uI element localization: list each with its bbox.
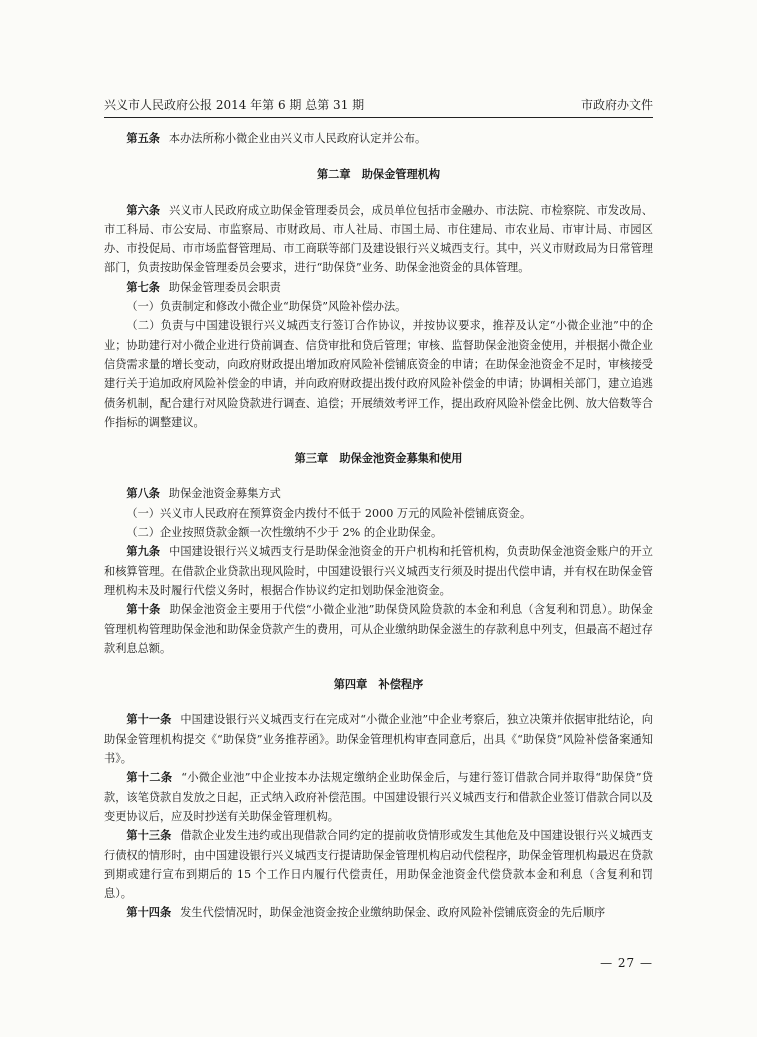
publication-info: 兴义市人民政府公报 2014 年第 6 期 总第 31 期 <box>104 98 365 112</box>
article-text: （二）企业按照贷款金额一次性缴纳不少于 2% 的企业助保金。 <box>126 526 443 540</box>
article-text: 助保金池资金募集方式 <box>168 487 281 501</box>
article-paragraph <box>104 129 653 148</box>
chapter-heading <box>104 165 653 184</box>
page-header <box>104 96 653 113</box>
article-text: 借款企业发生违约或出现借款合同约定的提前收贷情形或发生其他危及中国建设银行兴义城西支行债权的情形时，由中国建设银行兴义城西支行提请助保金管理机构启动代偿程序，助保金管理机构最迟在贷款到期或建行宣布到期后的 15 个工作日内履行代偿责任，用助保金池资金代偿贷款本金和利息（含复利和罚息）。 <box>104 829 653 901</box>
article-paragraph <box>104 768 653 826</box>
article-paragraph <box>104 710 653 768</box>
header-divider <box>104 117 653 118</box>
page-number: — 27 — <box>600 956 653 970</box>
chapter-heading <box>104 449 653 468</box>
chapter-title: 助保金池资金募集和使用 <box>339 452 463 466</box>
chapter-number: 第三章 <box>294 452 329 466</box>
article-text: 助保金池资金主要用于代偿“小微企业池”助保贷风险贷款的本金和利息（含复利和罚息）。助保金管理机构管理助保金池和助保金贷款产生的费用，可从企业缴纳助保金滋生的存款利息中列支，但最高不超过存款利息总额。 <box>104 603 653 655</box>
section-label: 市政府办文件 <box>580 98 653 112</box>
article-text: 兴义市人民政府成立助保金管理委员会，成员单位包括市金融办、市法院、市检察院、市发改局、市工科局、市公安局、市监察局、市财政局、市人社局、市国土局、市住建局、市农业局、市审计局、市园区办、市投促局、市市场监督管理局、市工商联等部门及建设银行兴义城西支行。其中，兴义市财政局为日常管理部门，负责按助保金管理委员会要求，进行“助保贷”业务、助保金池资金的具体管理。 <box>104 203 653 275</box>
chapter-heading <box>104 675 653 694</box>
article-paragraph <box>104 316 653 432</box>
article-text: （二）负责与中国建设银行兴义城西支行签订合作协议，并按协议要求，推荐及认定“小微企业池”中的企业；协助建行对小微企业进行贷前调查、信贷审批和贷后管理；审核、监督助保金池资金使用，并根据小微企业信贷需求量的增长变动，向政府财政提出增加政府风险补偿铺底资金的申请；在助保金池资金不足时，审核接受建行关于追加政府风险补偿金的申请，并向政府财政提出拨付政府风险补偿金的申请；协调相关部门，建立追逃债务机制，配合建行对风险贷款进行调查、追偿；开展绩效考评工作，提出政府风险补偿金比例、放大倍数等合作指标的调整建议。 <box>104 319 653 429</box>
article-paragraph <box>104 201 653 278</box>
article-paragraph <box>104 523 653 542</box>
article-text: 本办法所称小微企业由兴义市人民政府认定并公布。 <box>168 132 427 145</box>
article-number: 第十条 <box>126 603 161 617</box>
chapter-title: 助保金管理机构 <box>361 168 441 182</box>
article-paragraph <box>104 278 653 297</box>
article-paragraph <box>104 903 653 922</box>
article-text: 中国建设银行兴义城西支行在完成对“小微企业池”中企业考察后，独立决策并依据审批结论，向助保金管理机构提交《“助保贷”业务推荐函》。助保金管理机构审查同意后，出具《“助保贷”风险补偿备案通知书》。 <box>104 713 653 766</box>
article-number: 第十四条 <box>126 906 172 920</box>
chapter-number: 第四章 <box>333 678 368 692</box>
article-number: 第七条 <box>126 280 160 294</box>
document-body <box>104 129 653 923</box>
article-text: 发生代偿情况时，助保金池资金按企业缴纳助保金、政府风险补偿铺底资金的先后顺序 <box>180 906 606 920</box>
chapter-title: 补偿程序 <box>378 678 424 692</box>
article-text: 中国建设银行兴义城西支行是助保金池资金的开户机构和托管机构，负责助保金池资金账户的开立和核算管理。在借款企业贷款出现风险时，中国建设银行兴义城西支行须及时提出代偿申请，并有权在助保金管理机构未及时履行代偿义务时，根据合作协议约定扣划助保金池资金。 <box>104 545 653 597</box>
article-paragraph <box>104 484 653 503</box>
article-number: 第八条 <box>126 487 160 501</box>
article-number: 第十三条 <box>126 829 172 843</box>
article-paragraph <box>104 542 653 600</box>
article-paragraph <box>104 826 653 903</box>
article-number: 第五条 <box>126 132 160 145</box>
article-number: 第十二条 <box>126 771 173 785</box>
article-paragraph <box>104 504 653 523</box>
article-text: “小微企业池”中企业按本办法规定缴纳企业助保金后，与建行签订借款合同并取得“助保贷”贷款，该笔贷款自发放之日起，正式纳入政府补偿范围。中国建设银行兴义城西支行和借款企业签订借款合同以及变更协议后，应及时抄送有关助保金管理机构。 <box>104 771 653 823</box>
article-number: 第十一条 <box>126 713 172 727</box>
article-number: 第六条 <box>126 203 161 217</box>
article-number: 第九条 <box>126 545 161 559</box>
chapter-number: 第二章 <box>316 168 351 182</box>
article-text: 助保金管理委员会职责 <box>168 280 281 294</box>
article-text: （一）兴义市人民政府在预算资金内拨付不低于 2000 万元的风险补偿铺底资金。 <box>126 506 532 520</box>
article-text: （一）负责制定和修改小微企业“助保贷”风险补偿办法。 <box>126 300 407 314</box>
article-paragraph <box>104 600 653 658</box>
article-paragraph <box>104 297 653 316</box>
